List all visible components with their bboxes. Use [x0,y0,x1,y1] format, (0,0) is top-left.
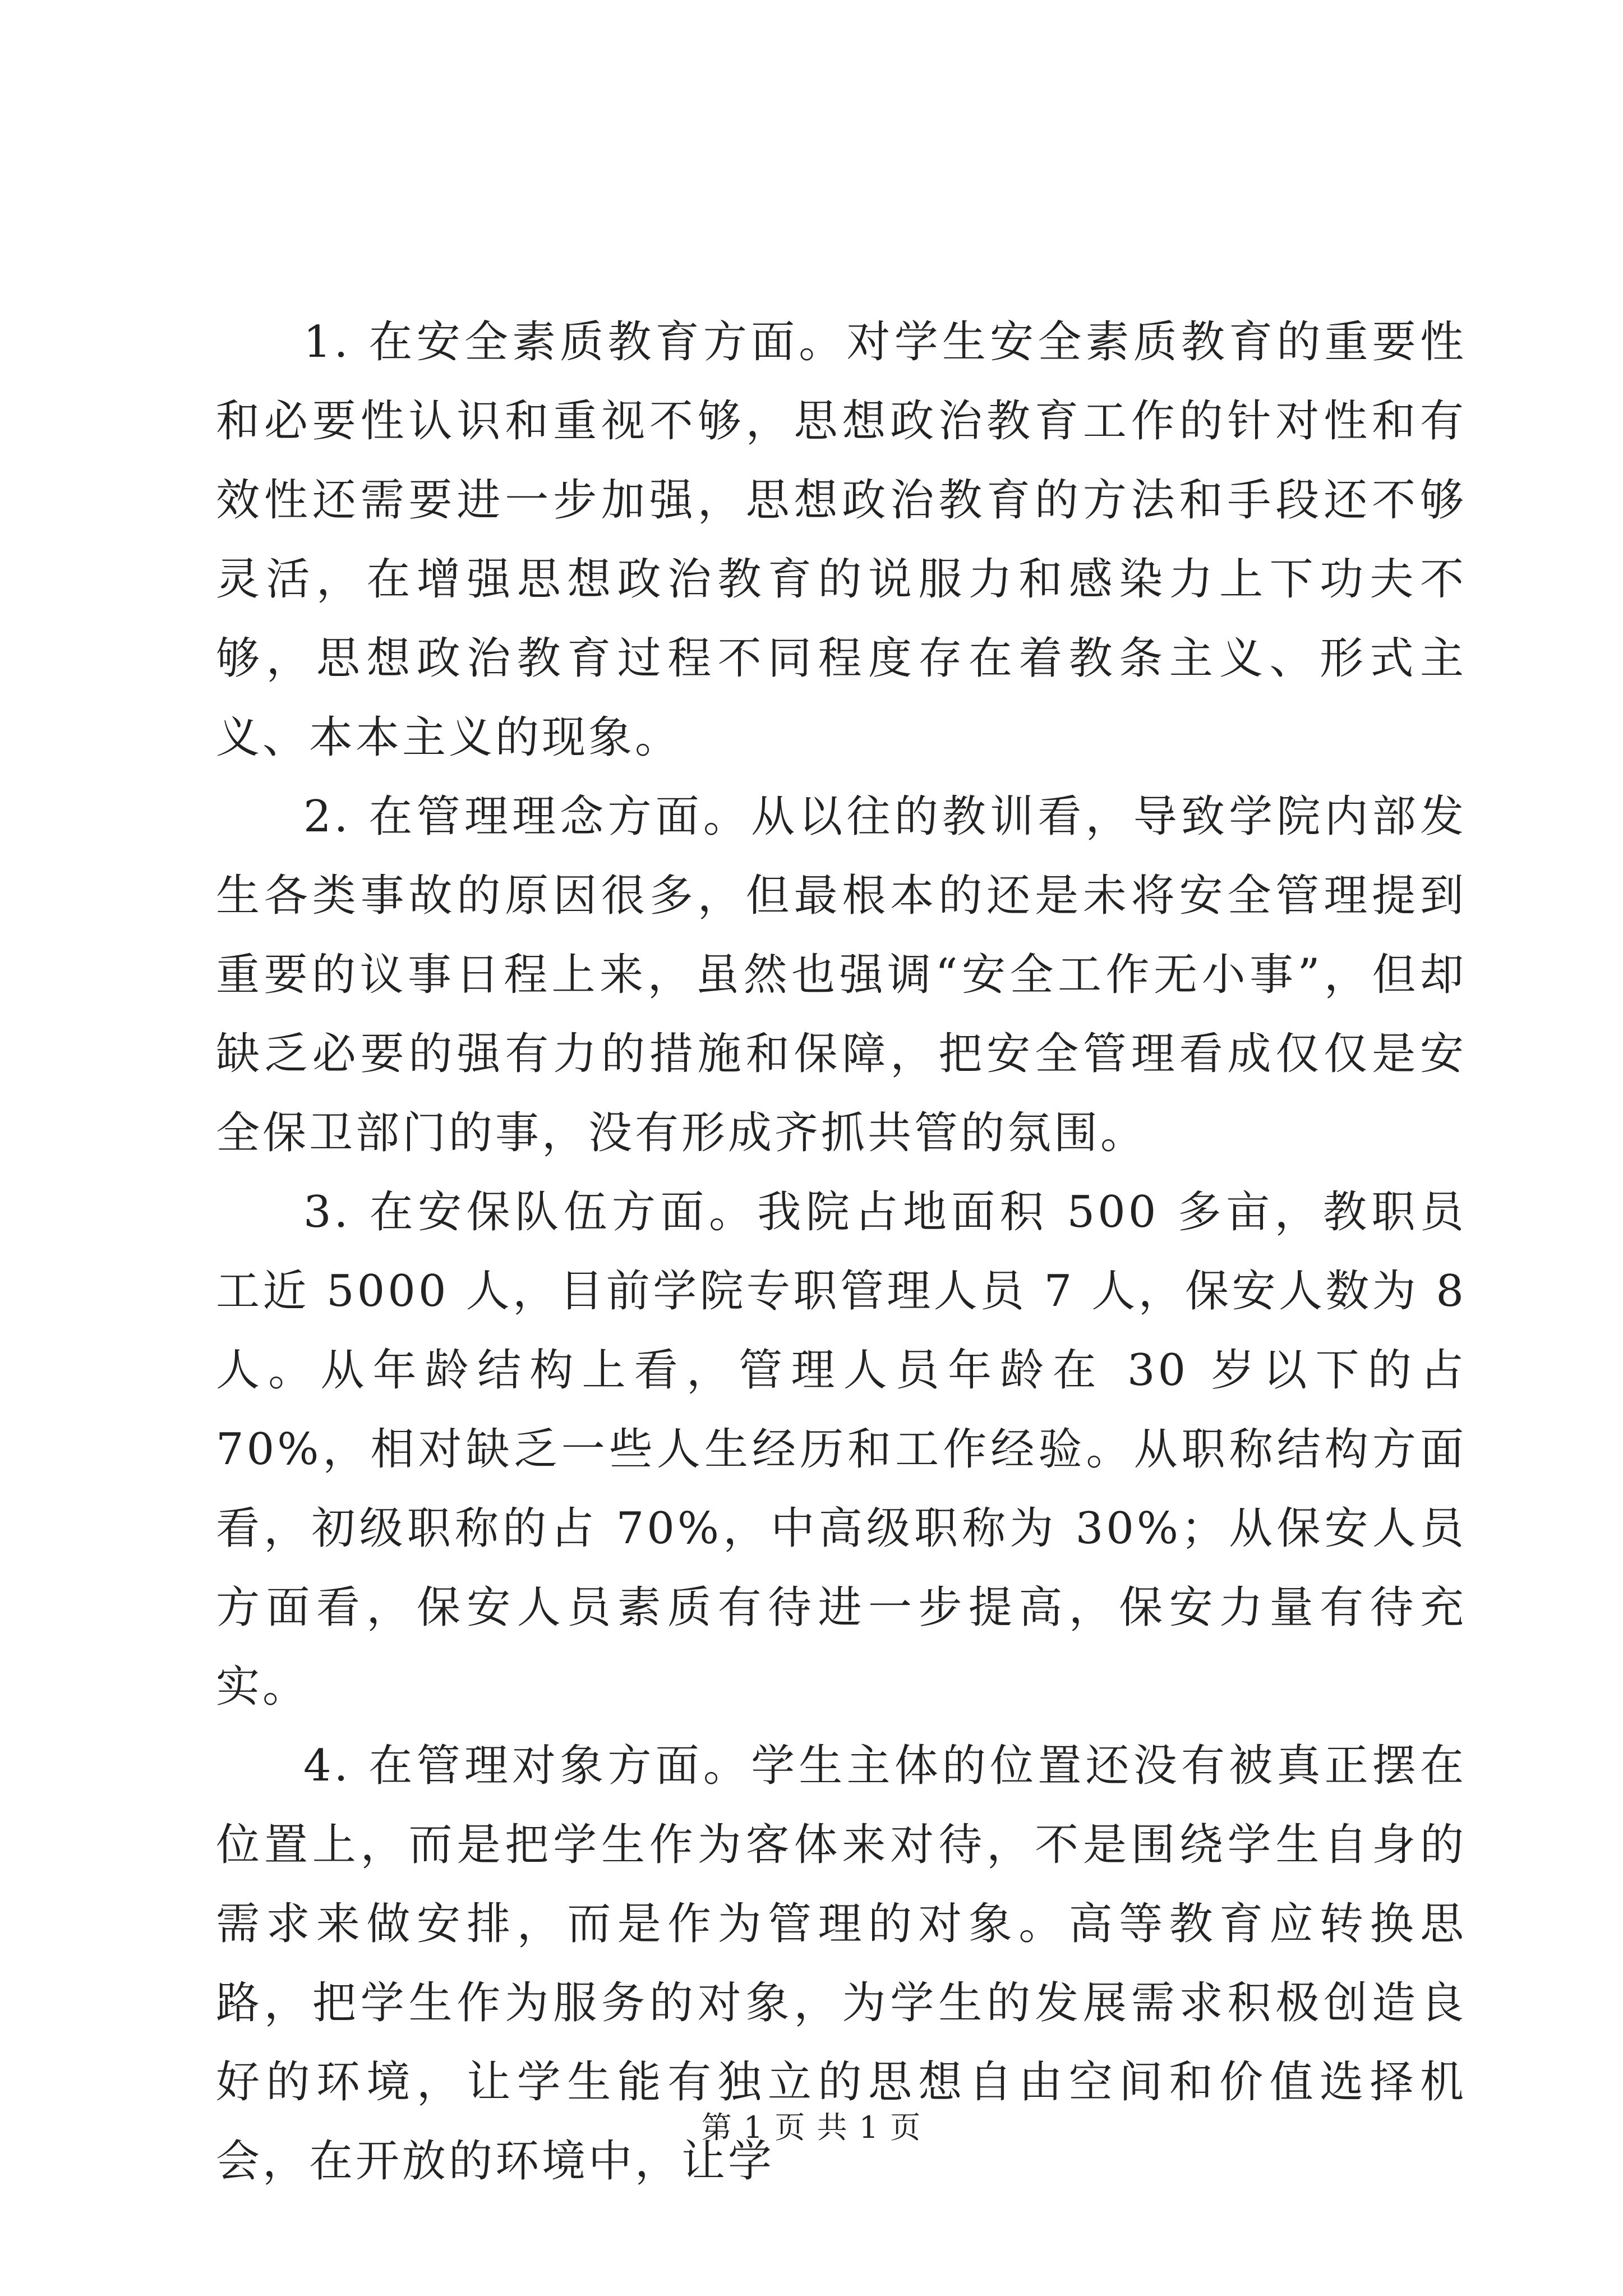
paragraph-security-team: 3. 在安保队伍方面。我院占地面积 500 多亩，教职员工近 5000 人，目前学院专职管理人员 7 人，保安人数为 8 人。从年龄结构上看，管理人员年龄在 30 岁以下的占 70%，相对缺乏一些人生经历和工作经验。从职称结构方面看，初级职称的占 70%，中高级职称为 30%；从保安人员方面看，保安人员素质有待进一步提高，保安力量有待充实。 [216,1187,1467,1712]
paragraph-management-object: 4. 在管理对象方面。学生主体的位置还没有被真正摆在位置上，而是把学生作为客体来对待，不是围绕学生自身的需求来做安排，而是作为管理的对象。高等教育应转换思路，把学生作为服务的对象，为学生的发展需求积极创造良好的环境，让学生能有独立的思想自由空间和价值选择机会，在开放的环境中，让学 [216,1741,1467,2187]
paragraph-management-concept: 2. 在管理理念方面。从以往的教训看，导致学院内部发生各类事故的原因很多，但最根本的还是未将安全管理提到重要的议事日程上来，虽然也强调“安全工作无小事”，但却缺乏必要的强有力的措施和保障，把安全管理看成仅仅是安全保卫部门的事，没有形成齐抓共管的氛围。 [216,792,1467,1158]
document-body [216,303,1467,2201]
paragraph-safety-education: 1. 在安全素质教育方面。对学生安全素质教育的重要性和必要性认识和重视不够，思想政治教育工作的针对性和有效性还需要进一步加强，思想政治教育的方法和手段还不够灵活，在增强思想政治教育的说服力和感染力上下功夫不够，思想政治教育过程不同程度存在着教条主义、形式主义、本本主义的现象。 [216,317,1467,763]
page-footer: 第 1 页 共 1 页 [701,2110,922,2145]
